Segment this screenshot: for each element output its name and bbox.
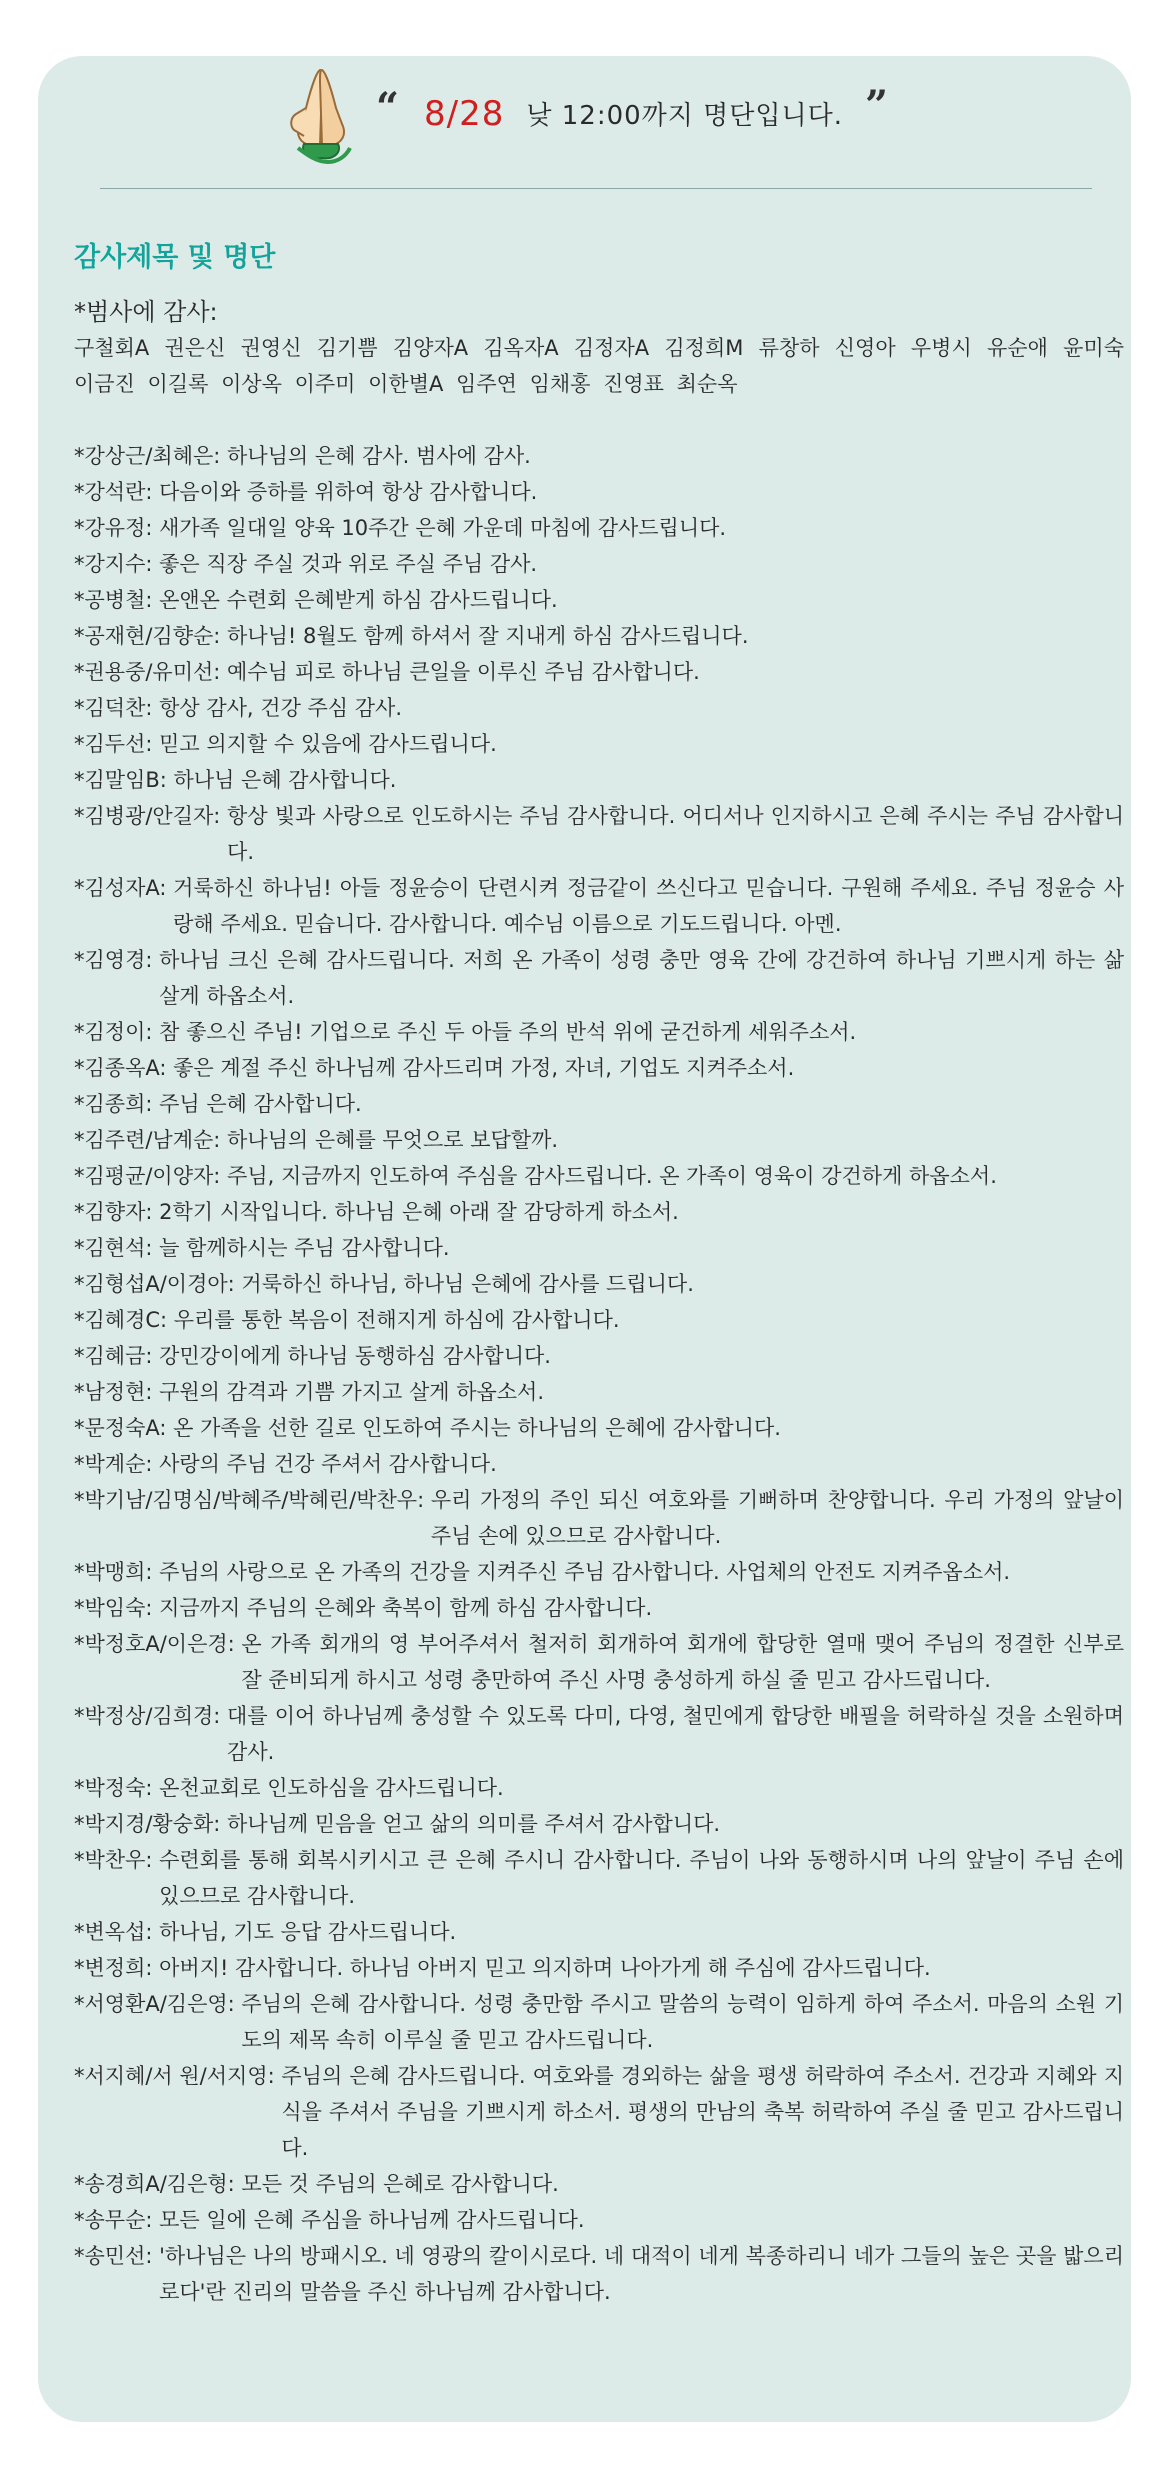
entry-name: *서영환A/김은영:	[74, 1992, 242, 2016]
thanks-entry	[74, 1302, 1124, 1338]
entry-message: 우리 가정의 주인 되신 여호와를 기뻐하며 찬양합니다. 우리 가정의 앞날이 주님 손에 있으므로 감사합니다.	[430, 1488, 1124, 1548]
thanks-entry	[74, 2202, 1124, 2238]
deadline-date: 8/28	[424, 93, 505, 134]
deadline-text: 낮 12:00까지 명단입니다.	[526, 101, 844, 131]
entry-message: 온앤온 수련회 은혜받게 하심 감사드립니다.	[159, 588, 558, 612]
thanks-entry	[74, 474, 1124, 510]
spacer	[74, 402, 1124, 438]
entry-name: *박기남/김명심/박혜주/박혜린/박찬우:	[74, 1488, 431, 1512]
entry-name: *강유정:	[74, 516, 160, 540]
entry-message: 2학기 시작입니다. 하나님 은혜 아래 잘 감당하게 하소서.	[159, 1200, 679, 1224]
thanks-entry	[74, 618, 1124, 654]
entry-message: 하나님의 은혜를 무엇으로 보답할까.	[227, 1128, 559, 1152]
thanks-entry	[74, 1482, 1124, 1554]
thanks-entry	[74, 1338, 1124, 1374]
thanks-entry	[74, 1626, 1124, 1698]
entry-name: *김성자A:	[74, 876, 174, 900]
entry-name: *김정이:	[74, 1020, 160, 1044]
entry-message: 거룩하신 하나님! 아들 정윤승이 단련시켜 정금같이 쓰신다고 믿습니다. 구원해 주세요. 주님 정윤승 사랑해 주세요. 믿습니다. 감사합니다. 예수님 이름으로 기도드립니다. 아멘.	[173, 876, 1124, 936]
thanks-entry	[74, 1806, 1124, 1842]
thanks-entry	[74, 654, 1124, 690]
entry-name: *권용중/유미선:	[74, 660, 228, 684]
entry-name: *박계순:	[74, 1452, 160, 1476]
thanks-entry	[74, 1554, 1124, 1590]
thanks-entry	[74, 438, 1124, 474]
entry-message: 늘 함께하시는 주님 감사합니다.	[159, 1236, 450, 1260]
entry-message: 주님의 은혜 감사합니다. 성령 충만함 주시고 말씀의 능력이 임하게 하여 주소서. 마음의 소원 기도의 제목 속히 이루실 줄 믿고 감사드립니다.	[241, 1992, 1124, 2052]
entry-name: *변옥섭:	[74, 1920, 160, 1944]
deadline-notice	[376, 82, 890, 137]
entry-message: 거룩하신 하나님, 하나님 은혜에 감사를 드립니다.	[241, 1272, 694, 1296]
thanks-entry	[74, 1410, 1124, 1446]
entry-message: 주님의 사랑으로 온 가족의 건강을 지켜주신 주님 감사합니다. 사업체의 안전도 지켜주옵소서.	[159, 1560, 1011, 1584]
entry-name: *김종옥A:	[74, 1056, 174, 1080]
notice-panel	[38, 56, 1131, 2422]
thanks-entry	[74, 1194, 1124, 1230]
entry-name: *김향자:	[74, 1200, 160, 1224]
thanks-entry	[74, 1590, 1124, 1626]
entry-message: 다음이와 증하를 위하여 항상 감사합니다.	[159, 480, 538, 504]
thanks-entry	[74, 1122, 1124, 1158]
thanks-entry	[74, 762, 1124, 798]
entry-name: *송무순:	[74, 2208, 160, 2232]
entry-name: *송경희A/김은형:	[74, 2172, 242, 2196]
praying-hands-icon	[276, 62, 362, 168]
entry-message: 온 가족 회개의 영 부어주셔서 철저히 회개하여 회개에 합당한 열매 맺어 주님의 정결한 신부로 잘 준비되게 하시고 성령 충만하여 주신 사명 충성하게 하실 줄 믿고 감사드립니다.	[241, 1632, 1124, 1692]
entry-name: *김주련/남계순:	[74, 1128, 228, 1152]
entry-message: 예수님 피로 하나님 큰일을 이루신 주님 감사합니다.	[227, 660, 700, 684]
thanks-entry	[74, 1230, 1124, 1266]
entry-message: 지금까지 주님의 은혜와 축복이 함께 하심 감사합니다.	[159, 1596, 653, 1620]
thanks-entry	[74, 1086, 1124, 1122]
thanks-entry	[74, 2166, 1124, 2202]
entry-message: 주님 은혜 감사합니다.	[159, 1092, 362, 1116]
entry-message: 믿고 의지할 수 있음에 감사드립니다.	[159, 732, 497, 756]
thanks-entry	[74, 1950, 1124, 1986]
entry-name: *강석란:	[74, 480, 160, 504]
thanks-entry	[74, 546, 1124, 582]
thanks-entry	[74, 582, 1124, 618]
entry-message: 우리를 통한 복음이 전해지게 하심에 감사합니다.	[173, 1308, 620, 1332]
entry-name: *박정상/김희경:	[74, 1704, 228, 1728]
entry-message: 하나님, 기도 응답 감사드립니다.	[159, 1920, 457, 1944]
thanks-entry	[74, 1158, 1124, 1194]
thanks-entry	[74, 942, 1124, 1014]
entry-name: *김덕찬:	[74, 696, 160, 720]
entry-message: 하나님께 믿음을 얻고 삶의 의미를 주셔서 감사합니다.	[227, 1812, 721, 1836]
entry-name: *강상근/최혜은:	[74, 444, 228, 468]
thanks-entry	[74, 1374, 1124, 1410]
entry-message: 참 좋으신 주님! 기업으로 주신 두 아들 주의 반석 위에 굳건하게 세워주소서.	[159, 1020, 857, 1044]
entry-message: 하나님 크신 은혜 감사드립니다. 저희 온 가족이 성령 충만 영육 간에 강건하여 하나님 기쁘시게 하는 삶 살게 하옵소서.	[159, 948, 1124, 1008]
entry-name: *공병철:	[74, 588, 160, 612]
entry-name: *박정호A/이은경:	[74, 1632, 242, 1656]
thanks-entry	[74, 798, 1124, 870]
thanks-entry	[74, 510, 1124, 546]
entry-name: *강지수:	[74, 552, 160, 576]
thanks-entry	[74, 1914, 1124, 1950]
entry-message: 주님, 지금까지 인도하여 주심을 감사드립니다. 온 가족이 영육이 강건하게 하옵소서.	[227, 1164, 997, 1188]
entry-message: 주님의 은혜 감사드립니다. 여호와를 경외하는 삶을 평생 허락하여 주소서. 건강과 지혜와 지식을 주셔서 주님을 기쁘시게 하소서. 평생의 만남의 축복 허락하여 주실 줄 믿고 감사드립니다.	[281, 2064, 1124, 2160]
entry-message: 온 가족을 선한 길로 인도하여 주시는 하나님의 은혜에 감사합니다.	[173, 1416, 781, 1440]
entry-message: 강민강이에게 하나님 동행하심 감사합니다.	[159, 1344, 551, 1368]
entry-message: 새가족 일대일 양육 10주간 은혜 가운데 마침에 감사드립니다.	[159, 516, 727, 540]
entry-message: 좋은 계절 주신 하나님께 감사드리며 가정, 자녀, 기업도 지켜주소서.	[173, 1056, 795, 1080]
entry-message: 구원의 감격과 기쁨 가지고 살게 하옵소서.	[159, 1380, 545, 1404]
entry-message: 수련회를 통해 회복시키시고 큰 은혜 주시니 감사합니다. 주님이 나와 동행하시며 나의 앞날이 주님 손에 있으므로 감사합니다.	[159, 1848, 1124, 1908]
thanks-entry	[74, 1842, 1124, 1914]
entry-name: *서지혜/서 원/서지영:	[74, 2064, 282, 2088]
entry-name: *남정현:	[74, 1380, 160, 1404]
entry-name: *공재현/김향순:	[74, 624, 228, 648]
entry-name: *박찬우:	[74, 1848, 160, 1872]
entry-message: 하나님! 8월도 함께 하셔서 잘 지내게 하심 감사드립니다.	[227, 624, 749, 648]
thanks-entry	[74, 726, 1124, 762]
entry-message: 사랑의 주님 건강 주셔서 감사합니다.	[159, 1452, 497, 1476]
entry-message: 항상 감사, 건강 주심 감사.	[159, 696, 403, 720]
thanks-entry	[74, 2058, 1124, 2166]
thanks-entry	[74, 690, 1124, 726]
entry-name: *김영경:	[74, 948, 160, 972]
entry-name: *박지경/황숭화:	[74, 1812, 228, 1836]
section-title: 감사제목 및 명단	[74, 242, 276, 273]
open-quote: “	[376, 84, 401, 131]
header-divider	[100, 188, 1092, 189]
general-thanks-names: 구철회A 권은신 권영신 김기쁨 김양자A 김옥자A 김정자A 김정희M 류창하 신영아 우병시 유순애 윤미숙	[74, 336, 1124, 360]
thanks-entry	[74, 2238, 1124, 2310]
entry-name: *박정숙:	[74, 1776, 160, 1800]
thanks-entry	[74, 1266, 1124, 1302]
entry-name: *김종희:	[74, 1092, 160, 1116]
entry-name: *김병광/안길자:	[74, 804, 228, 828]
entry-name: *김두선:	[74, 732, 160, 756]
entry-name: *김혜경C:	[74, 1308, 174, 1332]
entry-message: 하나님 은혜 감사합니다.	[173, 768, 397, 792]
entry-message: 아버지! 감사합니다. 하나님 아버지 믿고 의지하며 나아가게 해 주심에 감사드립니다.	[159, 1956, 931, 1980]
thanks-entries	[74, 438, 1124, 2310]
entry-message: 모든 일에 은혜 주심을 하나님께 감사드립니다.	[159, 2208, 585, 2232]
entry-name: *문정숙A:	[74, 1416, 174, 1440]
entry-name: *김말임B:	[74, 768, 174, 792]
entry-name: *변정희:	[74, 1956, 160, 1980]
thanks-entry	[74, 1014, 1124, 1050]
entry-name: *김현석:	[74, 1236, 160, 1260]
general-thanks-heading: *범사에 감사:	[74, 298, 218, 326]
entry-name: *박임숙:	[74, 1596, 160, 1620]
entry-name: *김혜금:	[74, 1344, 160, 1368]
close-quote: ”	[865, 82, 890, 129]
thanks-entry	[74, 1050, 1124, 1086]
thanks-content	[74, 238, 1124, 2310]
entry-name: *김평균/이양자:	[74, 1164, 228, 1188]
entry-message: 모든 것 주님의 은혜로 감사합니다.	[241, 2172, 559, 2196]
entry-message: 대를 이어 하나님께 충성할 수 있도록 다미, 다영, 철민에게 합당한 배필을 허락하실 것을 소원하며 감사.	[227, 1704, 1124, 1764]
thanks-entry	[74, 1986, 1124, 2058]
entry-message: '하나님은 나의 방패시오. 네 영광의 칼이시로다. 네 대적이 네게 복종하리니 네가 그들의 높은 곳을 밟으리로다'란 진리의 말씀을 주신 하나님께 감사합니다.	[159, 2244, 1124, 2304]
thanks-entry	[74, 1770, 1124, 1806]
thanks-entry	[74, 1446, 1124, 1482]
entry-name: *송민선:	[74, 2244, 160, 2268]
thanks-entry	[74, 870, 1124, 942]
general-thanks-names: 이금진 이길록 이상옥 이주미 이한별A 임주연 임채홍 진영표 최순옥	[74, 372, 738, 396]
entry-message: 하나님의 은혜 감사. 범사에 감사.	[227, 444, 531, 468]
notice-header	[38, 56, 1131, 186]
entry-message: 온천교회로 인도하심을 감사드립니다.	[159, 1776, 504, 1800]
entry-message: 좋은 직장 주실 것과 위로 주실 주님 감사.	[159, 552, 538, 576]
thanks-entry	[74, 1698, 1124, 1770]
entry-name: *김형섭A/이경아:	[74, 1272, 242, 1296]
entry-name: *박맹희:	[74, 1560, 160, 1584]
entry-message: 항상 빛과 사랑으로 인도하시는 주님 감사합니다. 어디서나 인지하시고 은혜 주시는 주님 감사합니다.	[227, 804, 1124, 864]
